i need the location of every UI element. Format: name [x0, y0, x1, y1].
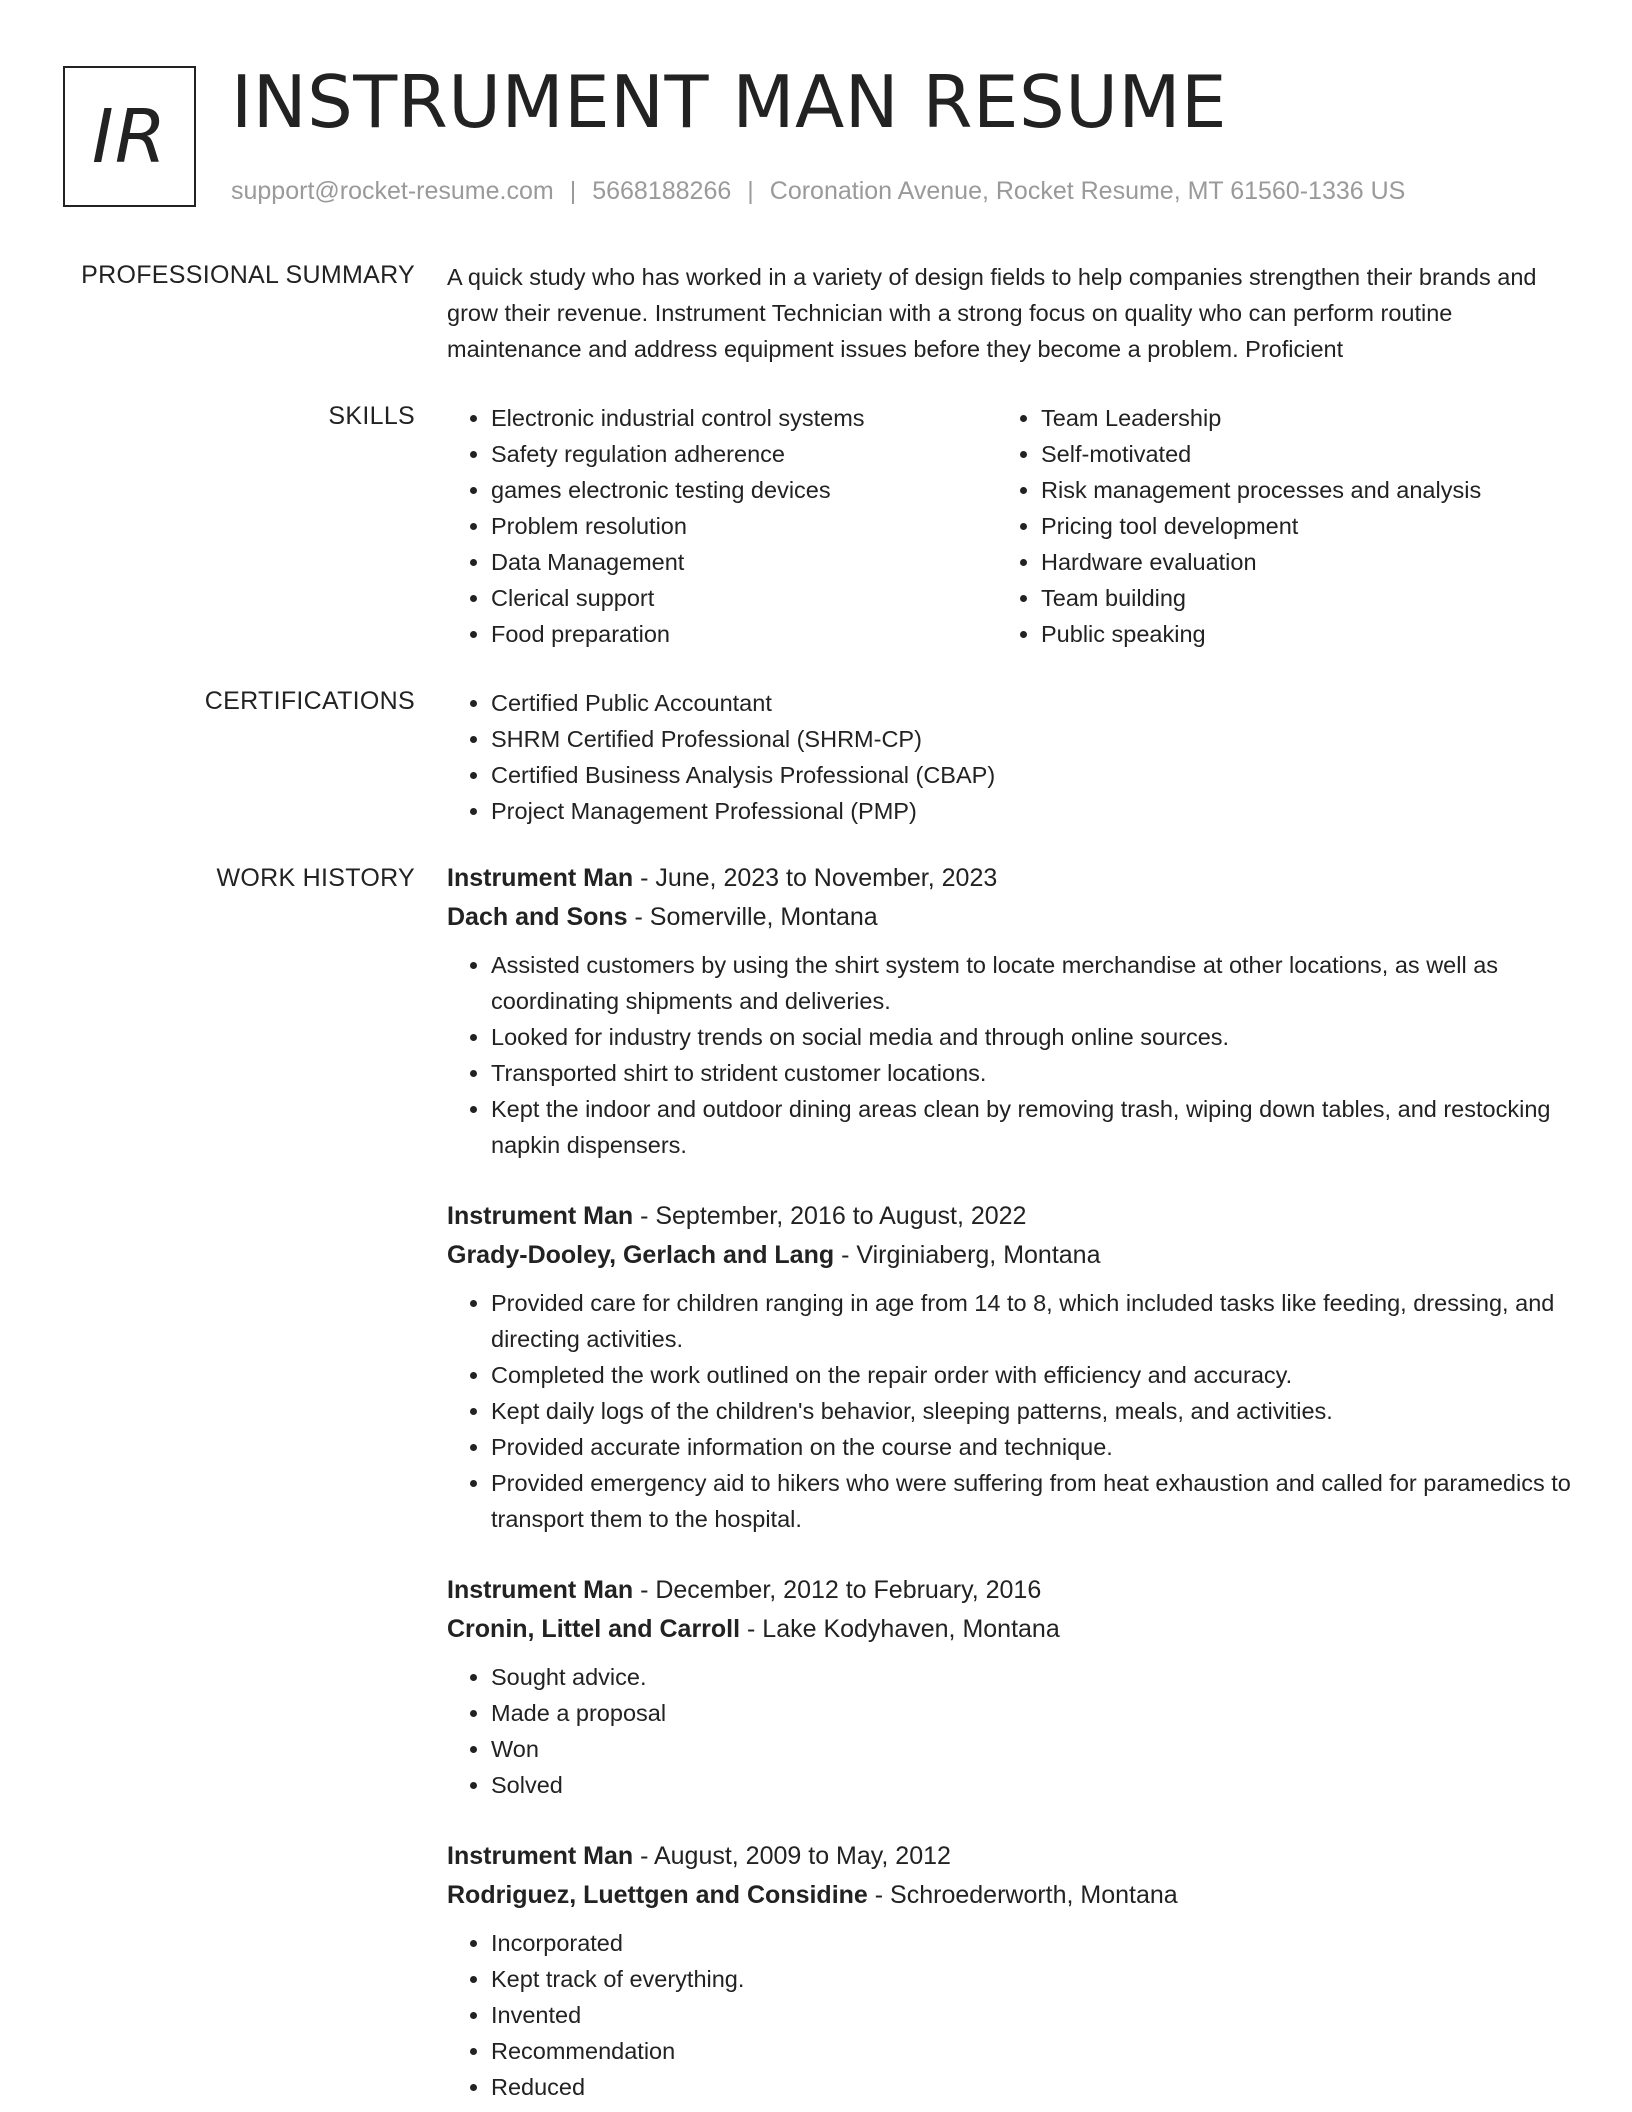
- contact-email: support@rocket-resume.com: [231, 177, 554, 205]
- job-bullet: • Kept the indoor and outdoor dining areas clean by removing trash, wiping down tables, and restocking napkin dispensers.: [491, 1091, 1577, 1163]
- job-bullet: • Completed the work outlined on the repair order with efficiency and accuracy.: [491, 1357, 1577, 1393]
- job-bullet: • Solved: [491, 1767, 1577, 1803]
- skill-item: • Hardware evaluation: [1041, 544, 1547, 580]
- monogram-box: [63, 66, 196, 207]
- job-bullet: • Reduced: [491, 2069, 1577, 2105]
- skills-list-right: [997, 400, 1547, 652]
- job-bullet: • Won: [491, 1731, 1577, 1767]
- certification-item: • Certified Business Analysis Professional (CBAP): [491, 757, 1577, 793]
- job-bullet: • Kept track of everything.: [491, 1961, 1577, 1997]
- job-entry: [447, 1197, 1577, 1537]
- certification-item: • SHRM Certified Professional (SHRM-CP): [491, 721, 1577, 757]
- section-title-skills: SKILLS: [328, 402, 415, 430]
- certifications-body: [447, 685, 1577, 829]
- contact-phone: 5668188266: [592, 177, 732, 205]
- job-company: Cronin, Littel and Carroll: [447, 1615, 741, 1643]
- job-bullet: • Made a proposal: [491, 1695, 1577, 1731]
- section-title-certifications: CERTIFICATIONS: [204, 687, 415, 715]
- section-title-summary: PROFESSIONAL SUMMARY: [81, 261, 415, 289]
- skills-columns: [447, 400, 1577, 652]
- skill-item: • Pricing tool development: [1041, 508, 1547, 544]
- skill-item: • Food preparation: [491, 616, 997, 652]
- skills-list-left: [447, 400, 997, 652]
- job-bullet: • Kept daily logs of the children's behavior, sleeping patterns, meals, and activities.: [491, 1393, 1577, 1429]
- job-location: - Virginiaberg, Montana: [834, 1241, 1101, 1269]
- contact-separator: |: [747, 177, 754, 205]
- monogram-initials: IR: [91, 93, 168, 180]
- job-company: Dach and Sons: [447, 903, 628, 931]
- certifications-list: [447, 685, 1577, 829]
- skills-body: [447, 400, 1577, 652]
- skill-item: • Data Management: [491, 544, 997, 580]
- skill-item: • Team building: [1041, 580, 1547, 616]
- skill-item: • Electronic industrial control systems: [491, 400, 997, 436]
- job-title-line: [447, 1837, 1577, 1876]
- job-dates: - September, 2016 to August, 2022: [633, 1202, 1027, 1230]
- certification-item: • Certified Public Accountant: [491, 685, 1577, 721]
- section-title-work-history: WORK HISTORY: [216, 864, 415, 892]
- contact-separator: |: [569, 177, 577, 205]
- job-company: Rodriguez, Luettgen and Considine: [447, 1881, 868, 1909]
- skills-column-left: [447, 400, 997, 652]
- work-history-body: [447, 859, 1577, 2112]
- summary-text: A quick study who has worked in a variety of design fields to help companies strengthen their brands and grow their revenue. Instrument Technician with a strong focus on quality who can perform routine maintenance and address equipment issues before they become a problem. Proficient: [447, 264, 1537, 362]
- job-role: Instrument Man: [447, 1842, 634, 1870]
- job-bullet: • Incorporated: [491, 1925, 1577, 1961]
- skill-item: • games electronic testing devices: [491, 472, 997, 508]
- job-dates: - August, 2009 to May, 2012: [633, 1842, 951, 1870]
- job-bullet: • Looked for industry trends on social media and through online sources.: [491, 1019, 1577, 1055]
- certification-item: • Project Management Professional (PMP): [491, 793, 1577, 829]
- skill-item: • Team Leadership: [1041, 400, 1547, 436]
- skill-item: • Public speaking: [1041, 616, 1547, 652]
- job-company-line: [447, 1876, 1577, 1915]
- job-bullet-list: [447, 1285, 1577, 1537]
- job-location: - Somerville, Montana: [627, 903, 878, 931]
- skill-item: • Problem resolution: [491, 508, 997, 544]
- job-bullet: • Assisted customers by using the shirt system to locate merchandise at other locations, as well as coordinating shipments and deliveries.: [491, 947, 1577, 1019]
- job-bullet-list: [447, 1659, 1577, 1803]
- job-entry: [447, 859, 1577, 1163]
- job-role: Instrument Man: [447, 1576, 634, 1604]
- contact-line: [231, 175, 1405, 207]
- job-bullet: • Provided care for children ranging in age from 14 to 8, which included tasks like feeding, dressing, and directing activities.: [491, 1285, 1577, 1357]
- job-role: Instrument Man: [447, 1202, 634, 1230]
- job-dates: - June, 2023 to November, 2023: [633, 864, 998, 892]
- job-company-line: [447, 1610, 1577, 1649]
- job-role: Instrument Man: [447, 864, 634, 892]
- job-location: - Schroederworth, Montana: [867, 1881, 1178, 1909]
- skill-item: • Self-motivated: [1041, 436, 1547, 472]
- job-title-line: [447, 1571, 1577, 1610]
- job-company: Grady-Dooley, Gerlach and Lang: [447, 1241, 835, 1269]
- job-company-line: [447, 898, 1577, 937]
- contact-address: Coronation Avenue, Rocket Resume, MT 61560-1336 US: [769, 177, 1406, 205]
- job-dates: - December, 2012 to February, 2016: [633, 1576, 1042, 1604]
- job-title-line: [447, 859, 1577, 898]
- job-bullet: • Transported shirt to strident customer locations.: [491, 1055, 1577, 1091]
- job-bullet: • Recommendation: [491, 2033, 1577, 2069]
- resume-title: INSTRUMENT MAN RESUME: [231, 60, 1227, 144]
- skills-column-right: [997, 400, 1547, 652]
- job-location: - Lake Kodyhaven, Montana: [740, 1615, 1060, 1643]
- skill-item: • Risk management processes and analysis: [1041, 472, 1547, 508]
- job-bullet-list: [447, 947, 1577, 1163]
- job-bullet: • Sought advice.: [491, 1659, 1577, 1695]
- job-entry: [447, 1571, 1577, 1803]
- skill-item: • Safety regulation adherence: [491, 436, 997, 472]
- job-company-line: [447, 1236, 1577, 1275]
- job-bullet: • Provided accurate information on the course and technique.: [491, 1429, 1577, 1465]
- summary-body: [447, 259, 1577, 367]
- job-bullet: • Provided emergency aid to hikers who were suffering from heat exhaustion and called for paramedics to transport them to the hospital.: [491, 1465, 1577, 1537]
- job-bullet: • Invented: [491, 1997, 1577, 2033]
- job-title-line: [447, 1197, 1577, 1236]
- skill-item: • Clerical support: [491, 580, 997, 616]
- job-bullet-list: [447, 1925, 1577, 2105]
- job-entry: [447, 1837, 1577, 2105]
